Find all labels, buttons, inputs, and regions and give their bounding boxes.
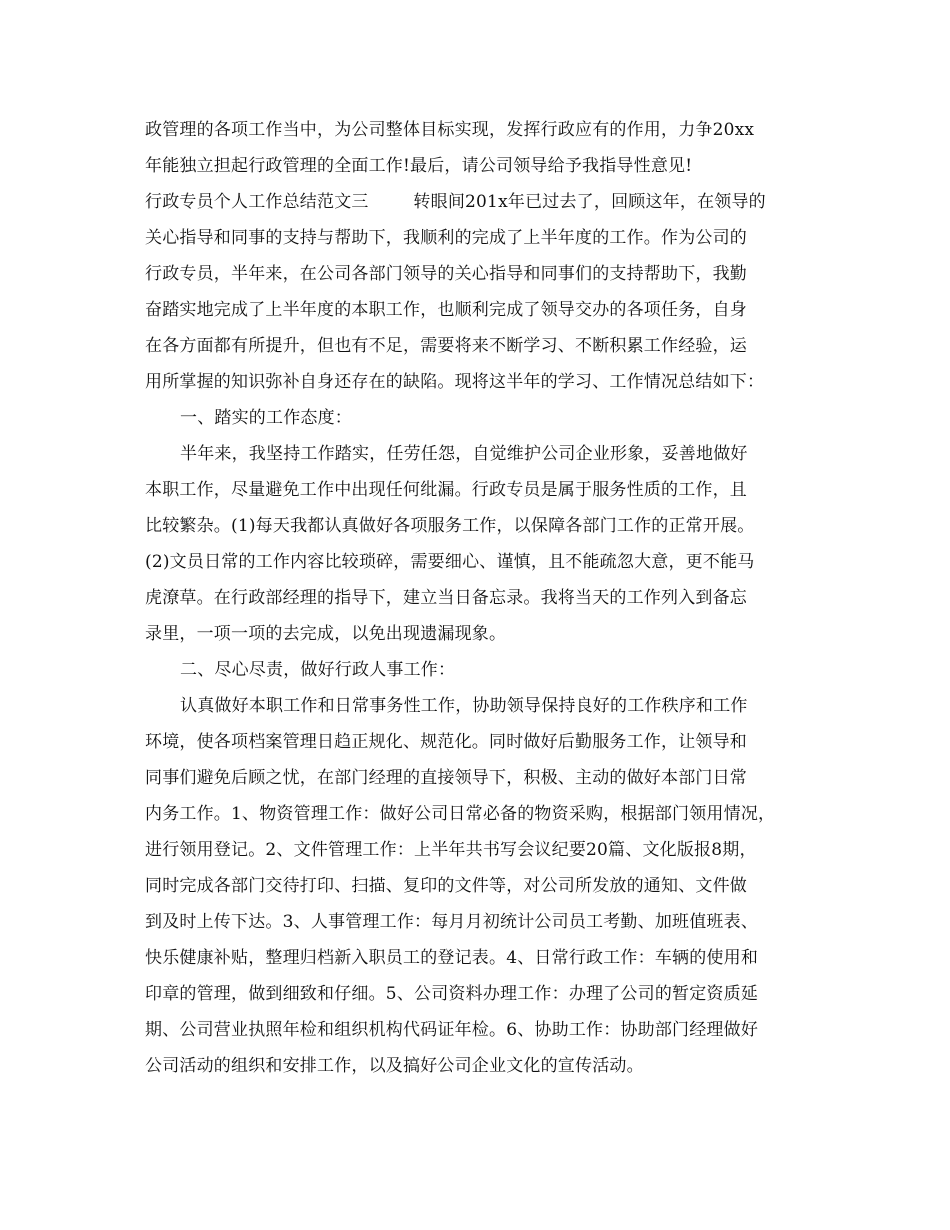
text-line: 环境，使各项档案管理日趋正规化、规范化。同时做好后勤服务工作，让领导和 bbox=[145, 732, 747, 752]
text-line: 公司活动的组织和安排工作，以及搞好公司企业文化的宣传活动。 bbox=[145, 1056, 644, 1076]
text-line: 政管理的各项工作当中，为公司整体目标实现，发挥行政应有的作用，力争20xx bbox=[145, 120, 755, 140]
text-line: 虎潦草。在行政部经理的指导下，建立当日备忘录。我将当天的工作列入到备忘 bbox=[145, 588, 747, 608]
text-line: 同时完成各部门交待打印、扫描、复印的文件等，对公司所发放的通知、文件做 bbox=[145, 876, 747, 896]
text-line: 奋踏实地完成了上半年度的本职工作，也顺利完成了领导交办的各项任务，自身 bbox=[145, 300, 747, 320]
text-line: 快乐健康补贴，整理归档新入职员工的登记表。4、日常行政工作：车辆的使用和 bbox=[145, 948, 759, 968]
section-heading-line: 行政专员个人工作总结范文三 转眼间201x年已过去了，回顾这年，在领导的 bbox=[145, 192, 766, 212]
text-line: 比较繁杂。(1)每天我都认真做好各项服务工作，以保障各部门工作的正常开展。 bbox=[145, 516, 755, 536]
subheading-line: 二、尽心尽责，做好行政人事工作： bbox=[180, 660, 456, 680]
text-line: 本职工作，尽量避免工作中出现任何纰漏。行政专员是属于服务性质的工作，且 bbox=[145, 480, 747, 500]
text-line: 到及时上传下达。3、人事管理工作：每月月初统计公司员工考勤、加班值班表、 bbox=[145, 912, 759, 932]
text-line: 进行领用登记。2、文件管理工作：上半年共书写会议纪要20篇、文化版报8期， bbox=[145, 840, 757, 860]
text-line: (2)文员日常的工作内容比较琐碎，需要细心、谨慎，且不能疏忽大意，更不能马 bbox=[145, 552, 755, 572]
text-line: 关心指导和同事的支持与帮助下，我顺利的完成了上半年度的工作。作为公司的 bbox=[145, 228, 747, 248]
text-line: 认真做好本职工作和日常事务性工作，协助领导保持良好的工作秩序和工作 bbox=[180, 696, 748, 716]
text-line: 录里，一项一项的去完成，以免出现遗漏现象。 bbox=[145, 624, 507, 644]
text-line: 半年来，我坚持工作踏实，任劳任怨，自觉维护公司企业形象，妥善地做好 bbox=[180, 444, 748, 464]
text-line: 印章的管理，做到细致和仔细。5、公司资料办理工作：办理了公司的暂定资质延 bbox=[145, 984, 759, 1004]
text-line: 同事们避免后顾之忧，在部门经理的直接领导下，积极、主动的做好本部门日常 bbox=[145, 768, 747, 788]
text-line: 在各方面都有所提升，但也有不足，需要将来不断学习、不断积累工作经验，运 bbox=[145, 336, 747, 356]
subheading-line: 一、踏实的工作态度： bbox=[180, 408, 352, 428]
text-line: 用所掌握的知识弥补自身还存在的缺陷。现将这半年的学习、工作情况总结如下： bbox=[145, 372, 765, 392]
text-line: 年能独立担起行政管理的全面工作!最后，请公司领导给予我指导性意见! bbox=[145, 156, 693, 176]
text-line: 内务工作。1、物资管理工作：做好公司日常必备的物资采购，根据部门领用情况， bbox=[145, 804, 776, 824]
text-line: 行政专员，半年来，在公司各部门领导的关心指导和同事们的支持帮助下，我勤 bbox=[145, 264, 747, 284]
text-line: 期、公司营业执照年检和组织机构代码证年检。6、协助工作：协助部门经理做好 bbox=[145, 1020, 759, 1040]
